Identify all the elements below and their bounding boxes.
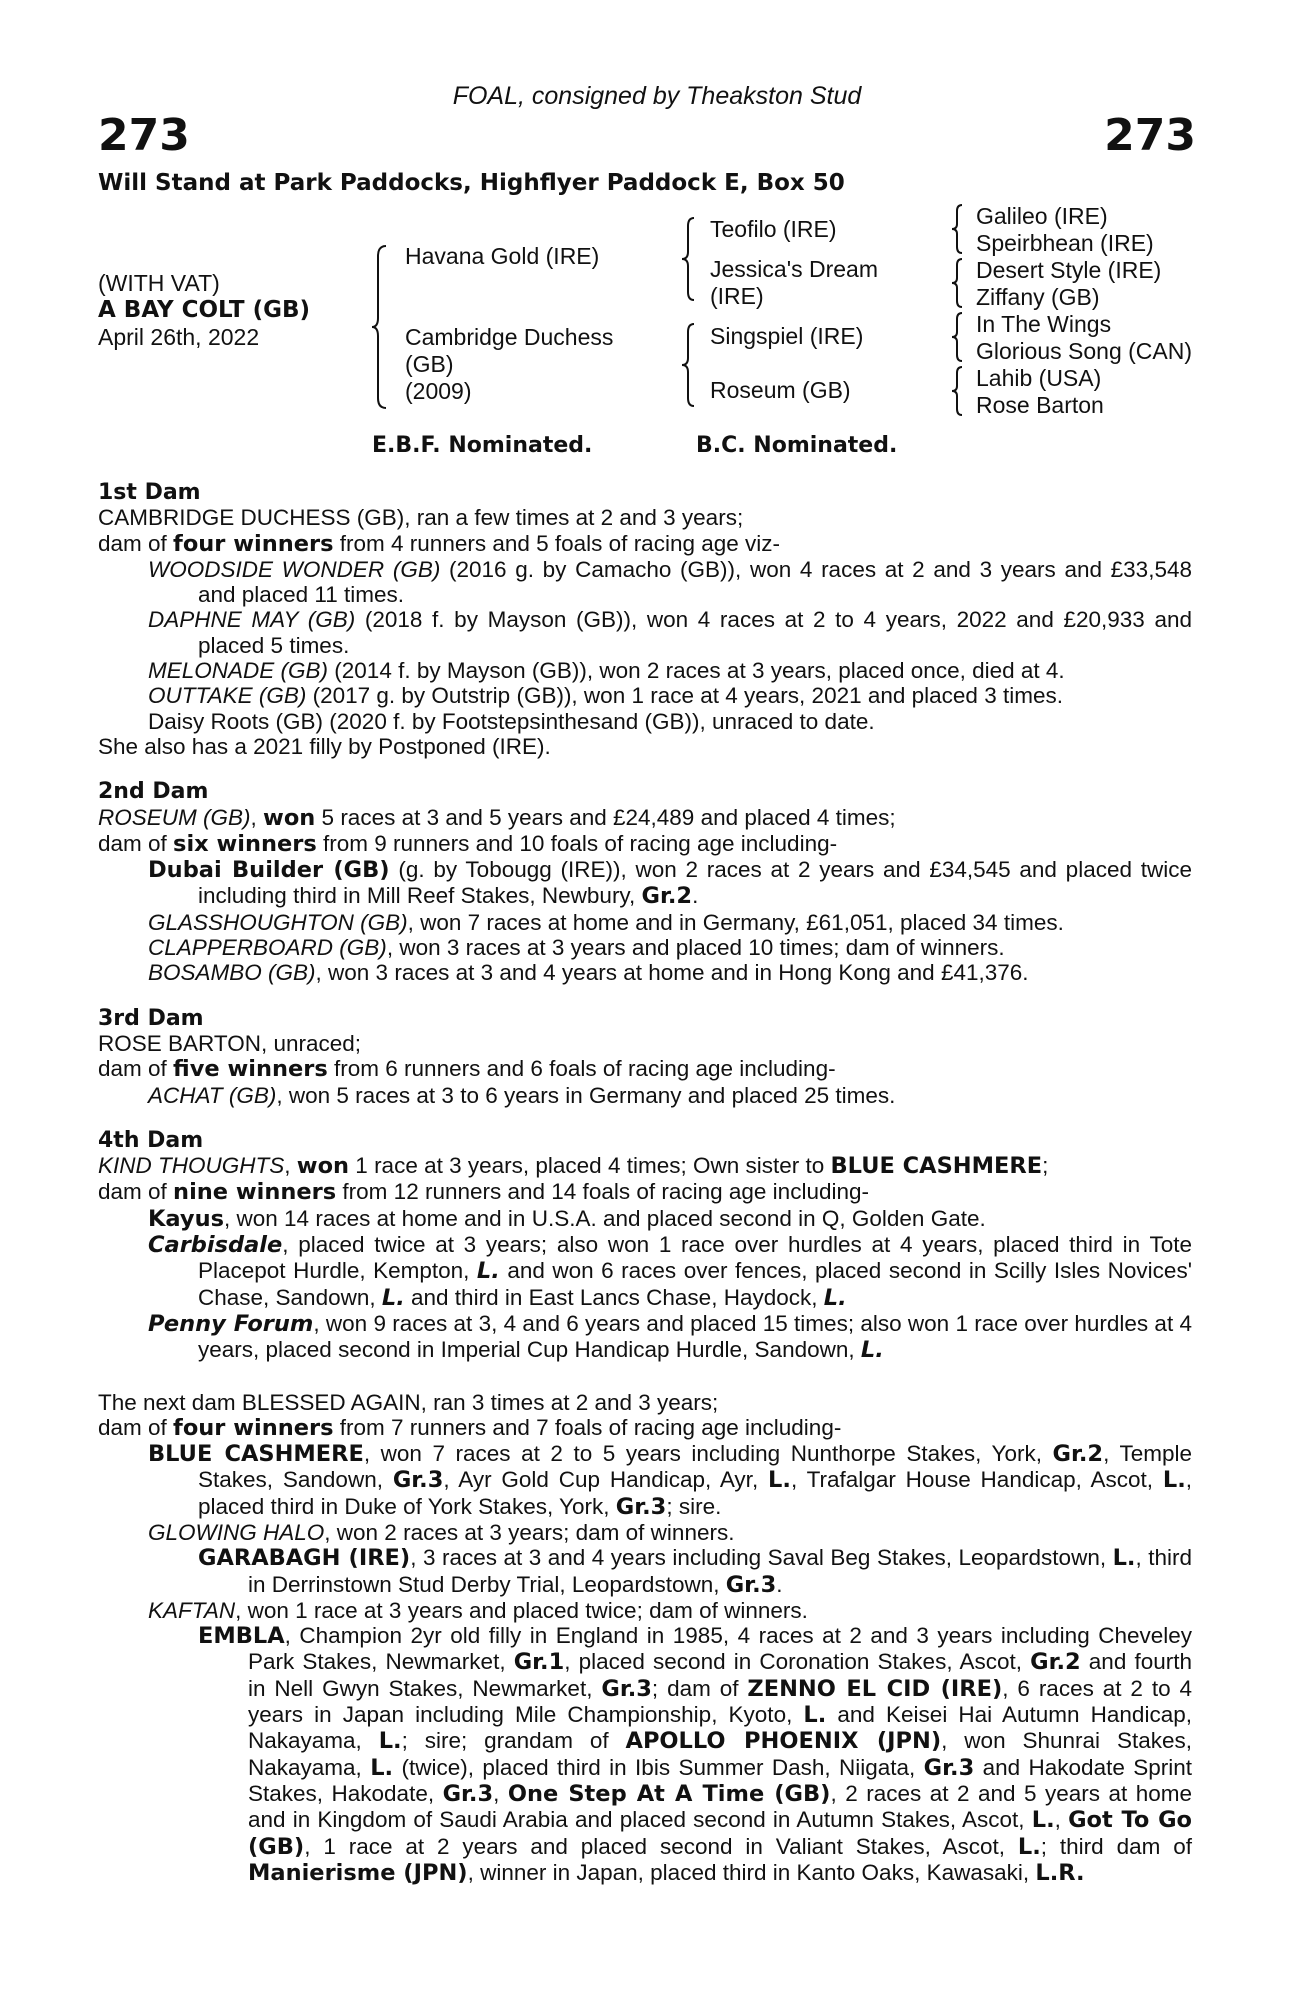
- dam-produce-summary: dam of nine winners from 12 runners and 14 foals of racing age including-: [98, 1179, 869, 1206]
- second-dam-section: [98, 779, 1192, 985]
- bc-nomination: B.C. Nominated.: [696, 433, 898, 458]
- produce-entry: CLAPPERBOARD (GB), won 3 races at 3 years and placed 10 times; dam of winners.: [148, 935, 1005, 961]
- third-dam-section: [98, 1006, 1192, 1108]
- pedigree-brace-dam: [680, 322, 700, 408]
- pedigree-sire-dam-line2: (IRE): [710, 283, 764, 309]
- produce-entry: Carbisdale, placed twice at 3 years; also won 1 race over hurdles at 4 years, placed third in Tote Placepot Hurdle, Kempton, L. and won 6 races over fences, placed second in Scilly Isles Novices' Chase, Sandown, L. and third in East Lancs Chase, Haydock, L.: [148, 1232, 1192, 1311]
- pedigree-dam-dam: Roseum (GB): [710, 377, 851, 403]
- produce-entry: EMBLA, Champion 2yr old filly in England in 1985, 4 races at 2 and 3 years including Cheveley Park Stakes, Newmarket, Gr.1, placed second in Coronation Stakes, Ascot, Gr.2 and fourth in Nell Gwyn Stakes, Newmarket, Gr.3; dam of ZENNO EL CID (IRE), 6 races at 2 to 4 years in Japan including Mile Championship, Kyoto, L. and Keisei Hai Autumn Handicap, Nakayama, L.; sire; grandam of APOLLO PHOENIX (JPN), won Shunrai Stakes, Nakayama, L. (twice), placed third in Ibis Summer Dash, Niigata, Gr.3 and Hakodate Sprint Stakes, Hakodate, Gr.3, One Step At A Time (GB), 2 races at 2 and 5 years at home and in Kingdom of Saudi Arabia and placed second in Autumn Stakes, Ascot, L., Got To Go (GB), 1 race at 2 years and placed second in Valiant Stakes, Ascot, L.; third dam of Manierisme (JPN), winner in Japan, placed third in Kanto Oaks, Kawasaki, L.R.: [198, 1623, 1193, 1886]
- produce-entry: BLUE CASHMERE, won 7 races at 2 to 5 years including Nunthorpe Stakes, York, Gr.2, Temple Stakes, Sandown, Gr.3, Ayr Gold Cup Handicap, Ayr, L., Trafalgar House Handicap, Ascot, L., placed third in Duke of York Stakes, York, Gr.3; sire.: [148, 1441, 1193, 1520]
- lot-number-right: 273: [1104, 110, 1196, 161]
- section-heading: 1st Dam: [98, 480, 201, 505]
- dam-summary: CAMBRIDGE DUCHESS (GB), ran a few times at 2 and 3 years;: [98, 505, 744, 531]
- dam-summary: ROSE BARTON, unraced;: [98, 1030, 362, 1056]
- pedigree-dam-sire: Singspiel (IRE): [710, 323, 864, 349]
- produce-entry: BOSAMBO (GB), won 3 races at 3 and 4 years at home and in Hong Kong and £41,376.: [148, 960, 1029, 986]
- produce-entry: ACHAT (GB), won 5 races at 3 to 6 years in Germany and placed 25 times.: [148, 1082, 896, 1108]
- produce-entry: GARABAGH (IRE), 3 races at 3 and 4 years including Saval Beg Stakes, Leopardstown, L., third in Derrinstown Stud Derby Trial, Leopardstown, Gr.3.: [198, 1545, 1193, 1598]
- produce-entry: Daisy Roots (GB) (2020 f. by Footstepsinthesand (GB)), unraced to date.: [148, 708, 875, 734]
- first-dam-section: [98, 480, 1192, 759]
- dam-produce-summary: dam of four winners from 7 runners and 7 foals of racing age including-: [98, 1414, 842, 1441]
- produce-entry: GLOWING HALO, won 2 races at 3 years; dam of winners.: [148, 1519, 735, 1545]
- pedigree-sire-dam-line1: Jessica's Dream: [710, 256, 878, 282]
- produce-entry: Dubai Builder (GB) (g. by Tobougg (IRE)), won 2 races at 2 years and £34,545 and placed twice including third in Mill Reef Stakes, Newbury, Gr.2.: [148, 857, 1192, 910]
- pedigree-gen3-4: Ziffany (GB): [976, 284, 1100, 310]
- section-heading: 4th Dam: [98, 1127, 204, 1153]
- dam-summary: ROSEUM (GB), won 5 races at 3 and 5 years and £24,489 and placed 4 times;: [98, 804, 896, 831]
- produce-entry: OUTTAKE (GB) (2017 g. by Outstrip (GB)), won 1 race at 4 years, 2021 and placed 3 times.: [148, 683, 1063, 709]
- produce-entry: KAFTAN, won 1 race at 3 years and placed twice; dam of winners.: [148, 1597, 808, 1623]
- produce-entry: MELONADE (GB) (2014 f. by Mayson (GB)), won 2 races at 3 years, placed once, died at 4.: [148, 658, 1065, 684]
- section-heading: 3rd Dam: [98, 1005, 204, 1031]
- pedigree-brace-g56: [950, 311, 968, 363]
- pedigree-brace-g12: [950, 203, 968, 255]
- pedigree-gen3-5: In The Wings: [976, 311, 1112, 337]
- pedigree-gen3-2: Speirbhean (IRE): [976, 230, 1154, 256]
- produce-entry: DAPHNE MAY (GB) (2018 f. by Mayson (GB)), won 4 races at 2 to 4 years, 2022 and £20,933 and placed 5 times.: [148, 607, 1192, 658]
- section-heading: 2nd Dam: [98, 779, 209, 805]
- pedigree-brace-main: [370, 244, 390, 410]
- pedigree-gen3-6: Glorious Song (CAN): [976, 338, 1193, 364]
- pedigree-brace-g34: [950, 257, 968, 309]
- pedigree-gen3-7: Lahib (USA): [976, 365, 1102, 391]
- stand-location: Will Stand at Park Paddocks, Highflyer Paddock E, Box 50: [98, 170, 845, 196]
- pedigree-brace-g78: [950, 365, 968, 417]
- produce-note: She also has a 2021 filly by Postponed (IRE).: [98, 733, 551, 759]
- ebf-nomination: E.B.F. Nominated.: [372, 433, 593, 458]
- lot-number-left: 273: [98, 110, 190, 161]
- dam-produce-summary: dam of five winners from 6 runners and 6 foals of racing age including-: [98, 1056, 836, 1083]
- dam-produce-summary: dam of six winners from 9 runners and 10 foals of racing age including-: [98, 830, 838, 857]
- vat-note: (WITH VAT): [98, 270, 220, 296]
- pedigree-gen3-3: Desert Style (IRE): [976, 257, 1162, 283]
- pedigree-dam-line1: Cambridge Duchess: [405, 324, 614, 350]
- catalogue-body: [98, 480, 1192, 1886]
- pedigree-brace-sire: [680, 216, 700, 302]
- fourth-dam-section: [98, 1128, 1192, 1364]
- pedigree-sire-sire: Teofilo (IRE): [710, 216, 837, 242]
- dam-produce-summary: dam of four winners from 4 runners and 5 foals of racing age viz-: [98, 530, 781, 557]
- pedigree-gen3-8: Rose Barton: [976, 392, 1104, 418]
- pedigree-dam-line2: (GB): [405, 351, 454, 377]
- foaling-date: April 26th, 2022: [98, 324, 260, 350]
- dam-summary: The next dam BLESSED AGAIN, ran 3 times at 2 and 3 years;: [98, 1389, 719, 1415]
- produce-entry: Kayus, won 14 races at home and in U.S.A. and placed second in Q, Golden Gate.: [148, 1205, 986, 1232]
- next-dam-section: [98, 1390, 1192, 1887]
- produce-entry: WOODSIDE WONDER (GB) (2016 g. by Camacho (GB)), won 4 races at 2 and 3 years and £33,548 and placed 11 times.: [148, 556, 1192, 608]
- horse-name: A BAY COLT (GB): [98, 297, 311, 323]
- pedigree-sire: Havana Gold (IRE): [405, 243, 600, 269]
- dam-summary: KIND THOUGHTS, won 1 race at 3 years, placed 4 times; Own sister to BLUE CASHMERE;: [98, 1153, 1049, 1180]
- consignor-line: FOAL, consigned by Theakston Stud: [452, 82, 862, 110]
- pedigree-gen3-1: Galileo (IRE): [976, 203, 1108, 229]
- produce-entry: Penny Forum, won 9 races at 3, 4 and 6 years and placed 15 times; also won 1 race over hurdles at 4 years, placed second in Imperial Cup Handicap Hurdle, Sandown, L.: [148, 1310, 1192, 1364]
- produce-entry: GLASSHOUGHTON (GB), won 7 races at home and in Germany, £61,051, placed 34 times.: [148, 909, 1064, 935]
- pedigree-dam-line3: (2009): [405, 378, 472, 404]
